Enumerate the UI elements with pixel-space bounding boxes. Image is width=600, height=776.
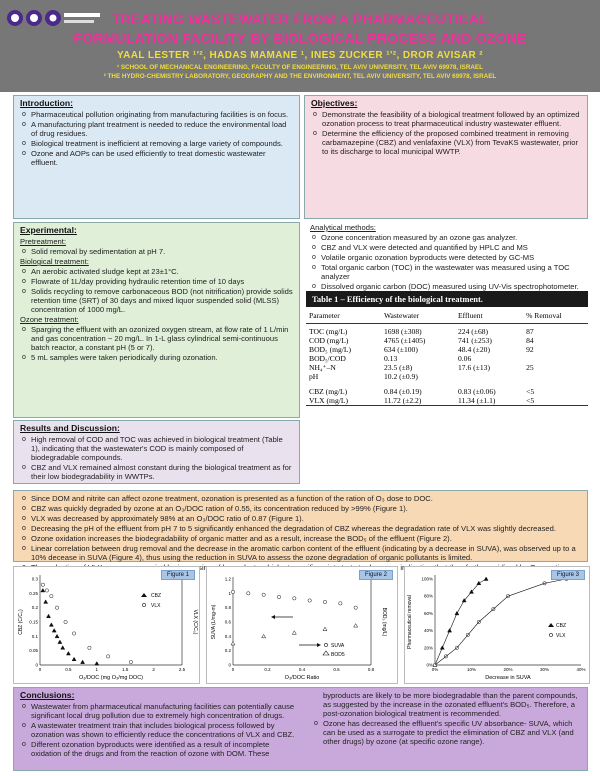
table-cell: pH: [309, 372, 319, 381]
ozone-label: Ozone treatment:: [20, 315, 79, 324]
list-item: o Decreasing the pH of the effluent from pH 7 to 5 significantly enhanced the degradation of CBZ whereas the degradation rate of VLX was slightly decreased.: [31, 524, 581, 533]
list-item: o Wastewater from pharmaceutical manufacturing facilities can potentially cause significant local drug pollution due to extremely high concentration of drugs.: [31, 702, 300, 720]
table-row: [306, 345, 588, 354]
table-title: Table 1 – Efficiency of the biological treatment.: [306, 291, 588, 307]
data-point-cbz: [58, 640, 62, 644]
data-point-suva: [323, 600, 326, 603]
data-point-bod5: [262, 634, 266, 638]
affiliation-2: ² THE HYDRO-CHEMISTRY LABORATORY, GEOGRAPHY AND THE ENVIRONMENT, TEL AVIV UNIVERSITY, TEL AVIV 69978, ISRAEL: [103, 73, 497, 80]
list-item: o A manufacturing plant treatment is needed to reduce the environmental load of drug residues.: [31, 120, 293, 138]
biological-label: Biological treatment:: [20, 257, 89, 266]
list-item: o A wastewater treatment train that includes biological process followed by ozonation was shown to efficiently reduce the concentrations of VLX and CBZ.: [31, 721, 300, 739]
experimental-section: [13, 222, 300, 418]
figure-2-plot: [207, 567, 397, 683]
legend-circle-icon: [549, 633, 552, 636]
data-point-cbz: [95, 662, 99, 666]
list-item: o High removal of COD and TOC was achieved in biological treatment (Table 1), indicating that the wastewater's COD is mainly composed of biodegradable compounds.: [31, 435, 293, 462]
y-tick-label: 0.6: [224, 619, 231, 625]
intro-section: [13, 95, 300, 219]
conclusions-section: [13, 687, 588, 771]
list-item: o CBZ and VLX were detected and quantified by HPLC and MS: [321, 243, 582, 252]
data-point-suva: [247, 592, 250, 595]
column-header: Effluent: [457, 310, 483, 320]
table-cell: <5: [526, 396, 535, 405]
table-cell: <5: [526, 387, 535, 396]
results-heading: Results and Discussion:: [20, 423, 120, 433]
list-item: o CBZ was quickly degraded by ozone at an O₃/DOC ration of 0.55, its concentration reduced by >99% (Figure 1).: [31, 504, 581, 513]
figure-2-ylabel-right: BOD₅ (mg/L): [381, 607, 387, 637]
conclusions-col-1: [20, 691, 300, 759]
table-cell: 0.84 (±0.19): [383, 387, 422, 396]
affiliation-1: ¹ SCHOOL OF MECHANICAL ENGINEERING, FACULTY OF ENGINEERING, TEL AVIV UNIVERSITY, TEL AVIV 69978, ISRAEL: [117, 64, 483, 71]
legend-triangle-icon: [141, 593, 147, 597]
efficiency-table-panel: [306, 291, 588, 461]
biological-list: [20, 267, 293, 314]
results-list: [20, 435, 293, 481]
table-cell: TOC (mg/L): [309, 327, 348, 336]
table-cell: 634 (±100): [383, 345, 418, 354]
data-point-cbz: [61, 646, 65, 650]
data-point-cbz: [49, 623, 53, 627]
conclusions-heading: Conclusions:: [20, 690, 75, 700]
list-item: o An aerobic activated sludge kept at 23±1°C.: [31, 267, 293, 276]
table-cell: NH₄⁺–N: [309, 363, 336, 372]
x-tick-label: 1: [95, 667, 99, 672]
y-tick-label: 0: [228, 662, 231, 668]
figure-2-xlabel: O₃/DOC Ratio: [284, 675, 320, 681]
y-tick-label: 0: [35, 662, 38, 668]
table-cell: 0.13: [383, 354, 398, 363]
list-item: o 5 mL samples were taken periodically during ozonation.: [31, 353, 293, 362]
table-cell: 11.72 (±2.2): [383, 396, 422, 405]
table-cell: 17.6 (±13): [457, 363, 490, 372]
figure-1-xlabel: O₃/DOC (mg O₃/mg DOC): [78, 675, 144, 681]
list-item: o Demonstrate the feasibility of a biological treatment followed by an optimized ozonation process to treat pharmaceutical industry wastewater effluent.: [322, 110, 581, 128]
x-tick-label: 1.5: [122, 667, 129, 672]
table-cell: [455, 372, 523, 381]
pretreatment-list: [20, 247, 293, 256]
figure-1-tag: Figure 1: [161, 570, 195, 580]
list-item: o Dissolved organic carbon (DOC) measured using UV-Vis spectrophotometer.: [321, 282, 582, 291]
data-point-bod5: [354, 624, 358, 628]
data-point-vlx: [106, 655, 109, 658]
table-cell: CBZ (mg/L): [309, 387, 348, 396]
y-tick-label: 1: [228, 590, 231, 596]
x-tick-label: 0: [38, 667, 42, 672]
column-header: Wastewater: [383, 310, 420, 320]
data-point-vlx: [72, 632, 75, 635]
figure-1-legend-vlx: VLX: [151, 603, 161, 609]
x-tick-label: 40%: [576, 667, 586, 672]
arrow-head-icon: [317, 643, 321, 647]
table-header-row: [306, 307, 588, 324]
table-row: [306, 387, 588, 396]
figure-1-ylabel-left: CBZ (C/C₀): [18, 609, 24, 635]
figure-1-plot: [14, 567, 199, 683]
y-tick-label: 20%: [423, 645, 433, 651]
data-point-cbz: [81, 660, 85, 664]
data-point-vlx: [64, 620, 67, 623]
list-item: o Solids recycling to remove carbonaceous BOD (not nitrification) provide solids retention time (SRT) of 30 days and mixed liquor suspended solid (MLSS) concentration of 1000 mg/L.: [31, 287, 293, 314]
arrow-head-icon: [271, 615, 275, 619]
x-tick-label: 2: [152, 667, 155, 672]
y-tick-label: 0.2: [31, 605, 38, 611]
x-tick-label: 20%: [503, 667, 513, 672]
figure-2-legend-suva: SUVA: [331, 643, 345, 649]
column-header: Parameter: [309, 311, 340, 320]
conclusions-list: [20, 702, 300, 758]
data-point-cbz: [44, 600, 48, 604]
table-cell: BOD₅ (mg/L): [309, 345, 352, 354]
table-row: [306, 363, 588, 372]
legend-triangle-icon: [548, 623, 554, 627]
figure-2: [206, 566, 398, 684]
data-point-suva: [293, 597, 296, 600]
table-row: [306, 396, 588, 406]
list-item: o Determine the efficiency of the proposed combined treatment in removing carbamazepine (CBZ) and venlafaxine (VLX) from TevaKS wastewater, prior to its discharge to local municipal WWTP.: [322, 129, 581, 156]
data-point-bod5: [323, 627, 327, 631]
table-cell: 25: [526, 363, 534, 372]
table-cell: 84: [526, 336, 534, 345]
figure-3-ylabel: Pharmaceutical removal: [407, 595, 413, 649]
table-cell: 4765 (±1405): [383, 336, 426, 345]
list-item: o Total organic carbon (TOC) in the wastewater was measured using a TOC analyzer: [321, 263, 582, 281]
list-item: o Sparging the effluent with an ozonized oxygen stream, at flow rate of 1 L/min and gas concentration ~ 20 mg/L. In 1-L glass cylindrical semi-continuous batch reactor, a constant pH (5 or 7).: [31, 325, 293, 352]
figure-3-legend-cbz: CBZ: [556, 623, 566, 629]
table-row: [306, 336, 588, 345]
y-tick-label: 0%: [426, 662, 433, 668]
x-tick-label: 2.5: [178, 667, 186, 672]
data-point-bod5: [231, 642, 235, 646]
table-cell: 11.34 (±1.1): [457, 396, 496, 405]
discussion-section: [13, 490, 588, 562]
y-tick-label: 100%: [421, 576, 433, 582]
list-item: o Biological treatment is inefficient at removing a large variety of compounds.: [31, 139, 293, 148]
table-cell: 48.4 (±20): [457, 345, 490, 354]
table-cell: 92: [526, 345, 534, 354]
table-row: [306, 327, 588, 336]
data-point-cbz: [66, 652, 70, 656]
list-item: o Ozone and AOPs can be used efficiently to treat domestic wastewater effluent.: [31, 149, 293, 167]
list-item: o Solid removal by sedimentation at pH 7.: [31, 247, 293, 256]
list-item: o CBZ and VLX remained almost constant during the biological treatment as for their low biodegradability in WWTPs.: [31, 463, 293, 481]
efficiency-table: [306, 307, 588, 406]
table-cell: 0.83 (±0.06): [457, 387, 496, 396]
table-row: [306, 354, 588, 363]
y-tick-label: 0.3: [31, 576, 38, 582]
y-tick-label: 0.8: [224, 605, 231, 611]
data-point-bod5: [292, 631, 296, 635]
y-tick-label: 1.2: [224, 576, 231, 582]
table-cell: [523, 372, 588, 381]
y-tick-label: 0.05: [29, 648, 38, 654]
conclusions-list-2: [312, 719, 582, 746]
legend-triangle-icon: [323, 651, 329, 655]
figure-3-xlabel: Decrease in SUVA: [485, 675, 531, 681]
list-item: o Ozone oxidation increases the biodegradability of organic matter and as a result, increase the BOD₅ of the effluent (Figure 2).: [31, 534, 581, 543]
data-point-vlx: [50, 595, 53, 598]
analytical-list: [310, 233, 582, 291]
list-item: o Since DOM and nitrite can affect ozone treatment, ozonation is presented as a function of the ration of O₃ dose to DOC.: [31, 494, 581, 503]
list-item: o Volatile organic ozonation byproducts were detected by GC-MS: [321, 253, 582, 262]
objectives-heading: Objectives:: [311, 98, 358, 108]
data-point-vlx: [55, 606, 58, 609]
list-item: o VLX was decreased by approximately 98% at an O₃/DOC ratio of 0.87 (Figure 1).: [31, 514, 581, 523]
y-tick-label: 0.1: [31, 633, 38, 639]
figure-1: [13, 566, 200, 684]
data-point-vlx: [41, 583, 44, 586]
x-tick-label: 0.5: [65, 667, 72, 672]
figure-3: [404, 566, 590, 684]
x-tick-label: 0.8: [367, 667, 375, 672]
discussion-list: [20, 494, 581, 572]
data-point-cbz: [72, 657, 76, 661]
y-tick-label: 0.15: [29, 619, 38, 625]
x-tick-label: 0.4: [298, 667, 306, 672]
figure-2-ylabel-left: SUVA (L/mg-m): [211, 604, 217, 640]
conclusions-continued: byproducts are likely to be more biodegradable than the parent compounds, as suggested by the increase in the ozonated effluent's BOD₅. Therefore, a post-ozonation biological treatment is recommended.: [323, 691, 578, 718]
data-point-suva: [308, 599, 311, 602]
conclusions-col-2: [312, 691, 582, 747]
list-item: o Flowrate of 1L/day providing hydraulic retention time of 10 days: [31, 277, 293, 286]
data-point-vlx: [88, 646, 91, 649]
table-cell: BOD₅/COD: [309, 354, 346, 363]
objectives-section: [304, 95, 588, 219]
analytical-heading: Analytical methods:: [310, 223, 376, 232]
figure-2-legend-bod: BOD5: [331, 652, 345, 658]
pretreatment-label: Pretreatment:: [20, 237, 67, 246]
poster-title-line-2: FORMULATION FACILITY BY BIOLOGICAL PROCESS AND OZONE: [73, 30, 527, 46]
x-tick-label: 0.6: [333, 667, 340, 672]
data-point-suva: [262, 593, 265, 596]
data-point-vlx: [129, 660, 132, 663]
y-tick-label: 0.4: [224, 633, 231, 639]
data-point-cbz: [55, 634, 59, 638]
data-point-vlx: [45, 589, 48, 592]
legend-circle-icon: [324, 643, 327, 646]
table-cell: VLX (mg/L): [309, 396, 349, 405]
figure-1-legend-cbz: CBZ: [151, 593, 161, 599]
list-item: o Pharmaceutical pollution originating from manufacturing facilities is on focus.: [31, 110, 293, 119]
poster-title-line-1: TREATING WASTEWATER FROM A PHARMACEUTICAL: [111, 11, 489, 27]
figure-3-plot: [405, 567, 589, 683]
table-cell: 87: [526, 327, 534, 336]
x-tick-label: 0: [231, 667, 235, 672]
list-item: o Linear correlation between drug removal and the decrease in the aromatic carbon content of the effluent (indicating by a decrease in SUVA), was observed up to a 10% decease in SUVA (Figure 4), thus using the reduction in SUVA to assess the ozone degradation of organic pollutants is limited.: [31, 544, 581, 562]
objectives-list: [311, 110, 581, 156]
table-cell: [523, 354, 588, 363]
ozone-list: [20, 325, 293, 362]
table-cell: 0.06: [457, 354, 472, 363]
y-tick-label: 0.25: [29, 590, 38, 596]
table-cell: 23.5 (±8): [383, 363, 413, 372]
table-cell: 1698 (±308): [383, 327, 422, 336]
x-tick-label: 0%: [431, 667, 439, 672]
legend-circle-icon: [142, 603, 145, 606]
list-item: o Different ozonation byproducts were identified as a result of incomplete oxidation of the drugs and from the reaction of ozone with DOM. These: [31, 740, 300, 758]
data-point-suva: [354, 606, 357, 609]
intro-heading: Introduction:: [20, 98, 73, 108]
x-tick-label: 10%: [466, 667, 477, 672]
table-cell: COD (mg/L): [309, 336, 349, 345]
figure-1-ylabel-right: VLX (C/C₀): [192, 609, 198, 635]
data-point-suva: [231, 590, 234, 593]
y-tick-label: 60%: [423, 610, 433, 616]
results-section: [13, 420, 300, 484]
table-cell: 10.2 (±0.9): [383, 372, 418, 381]
data-point-suva: [277, 595, 280, 598]
table-cell: 224 (±68): [457, 327, 489, 336]
data-point-suva: [339, 602, 342, 605]
series-line-vlx: [435, 579, 566, 665]
y-tick-label: 0.2: [224, 648, 231, 654]
y-tick-label: 40%: [423, 628, 433, 634]
list-item: o Ozone concentration measured by an ozone gas analyzer.: [321, 233, 582, 242]
table-row: [306, 372, 588, 381]
data-point-cbz: [41, 588, 45, 592]
data-point-cbz: [47, 614, 51, 618]
figure-3-legend-vlx: VLX: [556, 633, 566, 639]
y-tick-label: 80%: [423, 593, 433, 599]
figure-2-tag: Figure 2: [359, 570, 393, 580]
experimental-heading: Experimental:: [20, 225, 77, 235]
list-item: o Ozone has decreased the effluent's specific UV absorbance- SUVA, which can be used as a surrogate to predict the elimination of CBZ and VLX (and other drugs) by ozone (at specific ozone range).: [323, 719, 582, 746]
x-tick-label: 0.2: [264, 667, 271, 672]
column-header: % Removal: [526, 310, 562, 320]
table-cell: 741 (±253): [457, 336, 492, 345]
data-point-cbz: [52, 629, 56, 633]
figure-3-tag: Figure 3: [551, 570, 585, 580]
intro-list: [20, 110, 293, 167]
x-tick-label: 30%: [539, 667, 550, 672]
authors-line: YAAL LESTER ¹'², HADAS MAMANE ¹, INES ZUCKER ¹'², DROR AVISAR ²: [116, 50, 484, 61]
analytical-section: [304, 222, 588, 290]
